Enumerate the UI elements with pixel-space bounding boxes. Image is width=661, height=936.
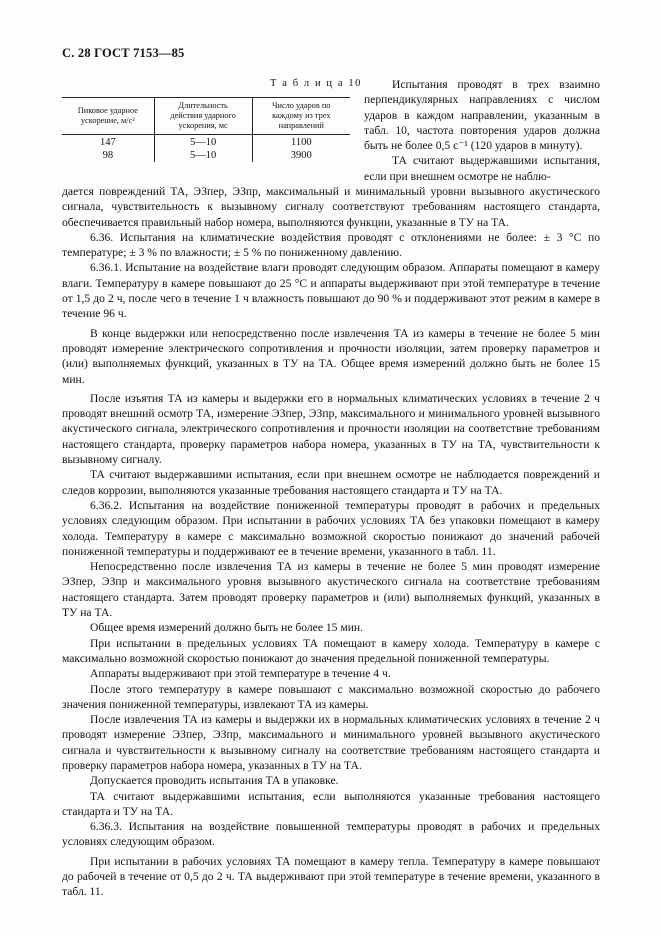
paragraph: После изъятия ТА из камеры и выдержки его в нормальных климатических условиях в течение 2 ч проводят внешний осмотр ТА, измерение ЭЗпер, ЭЗпр, максимального и минимального уровней вызывного акустического сигнала, электрического сопротивления и прочности изоляции на соответствие требованиям настоящего стандарта, проверку параметров набора номера, указанных в ТУ на ТА, чувствительности к вызывному сигналу. <box>62 391 600 467</box>
table-cell: 98 <box>102 150 114 162</box>
table-header-count: Число ударов по каждому из трех направлений <box>252 98 350 135</box>
table-cell: 1100 <box>252 134 350 148</box>
table-row <box>62 134 350 148</box>
paragraph: ТА считают выдержавшими испытания, если выполняются указанные требования настоящего стандарта и ТУ на ТА. <box>62 789 600 818</box>
paragraph: 6.36.3. Испытания на воздействие повышенной температуры проводят в рабочих и предельных условиях следующим образом. <box>62 820 600 849</box>
paragraph: Допускается проводить испытания ТА в упаковке. <box>90 774 339 788</box>
paragraph: Общее время измерений должно быть не более 15 мин. <box>90 621 364 635</box>
paragraph: 6.36.1. Испытание на воздействие влаги проводят следующим образом. Аппараты помещают в камеру влаги. Температуру в камере повышают до 25 °С и аппараты выдерживают при этой температуре в течение от 1,5 до 2 ч, после чего в течение 1 ч влажность повышают до 90 % и поддерживают этот режим в камере в течение 96 ч. <box>62 261 600 321</box>
paragraph: Аппараты выдерживают при этой температуре в течение 4 ч. <box>90 667 391 681</box>
paragraph: 6.36. Испытания на климатические воздействия проводят с отклонениями не более: ± 3 °С по температуре; ± 3 % по влажности; ± 5 % по пониженному давлению. <box>62 230 600 260</box>
paragraph: Испытания проводят в трех взаимно перпендикулярных направлениях с числом ударов в каждом направлении, указанным в табл. 10, частота повторения ударов должна быть не более 0,5 с⁻¹ (120 ударов в минуту). <box>364 78 600 153</box>
paragraph: дается повреждений ТА, ЭЗпер, ЭЗпр, максимальный и минимальный уровни вызывного акустического сигнала, чувствительность к вызывному сигналу соответствуют требованиям настоящего стандарта, обеспечивается правильный набор номера, выполняются функции, указанные в ТУ на ТА. <box>62 185 600 229</box>
table-header-acceleration: Пиковое ударное ускорение, м/с² <box>62 98 154 135</box>
table-cell: 3900 <box>252 148 350 162</box>
table-row <box>62 148 350 162</box>
paragraph: При испытании в предельных условиях ТА помещают в камеру холода. Температуру в камере с максимально возможной скоростью понижают до значения предельной пониженной температуры. <box>62 636 600 665</box>
table-cell: 5—10 <box>154 148 252 162</box>
table-header-duration: Длительность действия ударного ускорения, мс <box>154 98 252 135</box>
page-header: С. 28 ГОСТ 7153—85 <box>62 46 185 60</box>
table-10 <box>62 97 350 162</box>
paragraph: Непосредственно после извлечения ТА из камеры в течение не более 5 мин проводят измерение ЭЗпер, ЭЗпр и максимального уровня вызывного акустического сигнала на соответствие требованиям настоящего стандарта. Затем проводят проверку параметров и (или) выполняемых функций, указанных в ТУ на ТА. <box>62 560 600 620</box>
paragraph: ТА считают выдержавшими испытания, если при внешнем осмотре не наблюдается повреждений и следов коррозии, выполняются указанные требования настоящего стандарта и ТУ на ТА. <box>62 468 600 497</box>
paragraph: ТА считают выдержавшими испытания, если при внешнем осмотре не наблю- <box>364 154 600 183</box>
side-text-column <box>364 77 600 184</box>
table-cell: 147 <box>99 136 116 148</box>
table-caption: Т а б л и ц а 10 <box>270 78 363 89</box>
paragraph: После этого температуру в камере повышают с максимально возможной скоростью до рабочего значения пониженной температуры, извлекают ТА из камеры. <box>62 682 600 711</box>
body-text <box>62 184 600 900</box>
paragraph: При испытании в рабочих условиях ТА помещают в камеру тепла. Температуру в камере повышают до рабочей в течение от 0,5 до 2 ч. ТА выдерживают при этой температуре в течение времени, указанного в табл. 11. <box>62 854 600 899</box>
paragraph: В конце выдержки или непосредственно после извлечения ТА из камеры в течение не более 5 мин проводят измерение электрического сопротивления и прочности изоляции, затем проверку параметров и (или) выполняемых функций, указанных в ТУ на ТА. Общее время измерений должно быть не более 15 мин. <box>62 326 600 386</box>
table-cell: 5—10 <box>154 134 252 148</box>
paragraph: 6.36.2. Испытания на воздействие пониженной температуры проводят в рабочих и предельных условиях следующим образом. При испытании в рабочих условиях ТА без упаковки помещают в камеру холода. Температуру в камере с максимально возможной скоростью понижают до значений рабочей пониженной температуры и поддерживают ее в течение времени, указанного в табл. 11. <box>62 498 600 558</box>
paragraph: После извлечения ТА из камеры и выдержки их в нормальных климатических условиях в течение 2 ч проводят измерение ЭЗпер, ЭЗпр, максимального и минимального уровней вызывного акустического сигнала и чувствительности к вызывному сигналу на соответствие требованиям настоящего стандарта и проверку параметров набора номера, указанных в ТУ на ТА. <box>62 713 600 772</box>
